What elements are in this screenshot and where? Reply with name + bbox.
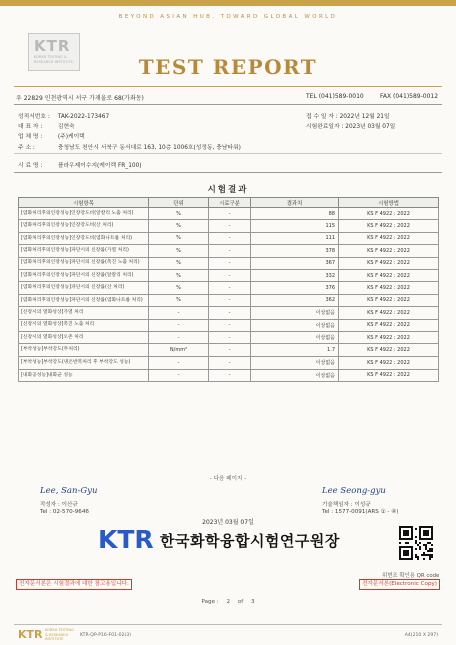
table-cell-method: KS F 4922 : 2022 — [339, 232, 439, 244]
table-cell-sample: - — [209, 282, 251, 294]
meta-sample-value: 플라우제이수지(케이랙 FR_100) — [57, 163, 142, 169]
table-cell-result: 378 — [251, 245, 339, 257]
table-cell-method: KS F 4922 : 2022 — [339, 307, 439, 319]
table-cell-method: KS F 4922 : 2022 — [339, 257, 439, 269]
table-cell-item: [염화처리후의인장성능]인장강도비(염화나트륨 처리) — [19, 232, 149, 244]
slogan: BEYOND ASIAN HUB, TOWARD GLOBAL WORLD — [118, 14, 338, 20]
table-cell-sample: - — [209, 307, 251, 319]
footer-logo-subtitle: KOREA TESTING & RESEARCH INSTITUTE — [45, 628, 74, 642]
logo-subtitle: KOREA TESTING & RESEARCH INSTITUTE — [34, 55, 74, 64]
address-divider — [14, 104, 442, 105]
page-of: of — [237, 599, 244, 605]
header-fax: FAX (041)589-0012 — [380, 93, 439, 100]
table-cell-method: KS F 4922 : 2022 — [339, 294, 439, 306]
tech-manager-signature: Lee Seong-gyu — [322, 486, 386, 496]
table-cell-sample: - — [209, 319, 251, 331]
table-row — [19, 245, 439, 257]
meta-company — [18, 131, 85, 140]
table-cell-unit: % — [149, 269, 209, 281]
qr-code-label: 위변조 확인용 QR code — [382, 573, 440, 579]
table-cell-result: 367 — [251, 257, 339, 269]
results-header-row — [19, 198, 439, 208]
electronic-copy-notice: 전자문서본(Electronic Copy) — [359, 579, 440, 590]
table-cell-method: KS F 4922 : 2022 — [339, 245, 439, 257]
table-cell-item: [부착성능]부착강도(무처리) — [19, 344, 149, 356]
table-row — [19, 294, 439, 306]
table-cell-unit: % — [149, 220, 209, 232]
table-cell-item: [염화처리후의인장성능]파단시의 신장률(가열 처리) — [19, 245, 149, 257]
table-cell-item: [부착성능]부착강도(냉온반복처리 후 부착강도 성능) — [19, 356, 149, 369]
meta-received — [306, 111, 390, 120]
meta-completed-value: 2023년 03월 07일 — [345, 124, 396, 130]
table-row — [19, 307, 439, 319]
meta-report-no-value: TAK-2022-173467 — [57, 114, 110, 120]
table-cell-sample: - — [209, 356, 251, 369]
meta-sample — [18, 160, 142, 169]
institute-logo: KTR — [98, 525, 154, 554]
table-cell-method: KS F 4922 : 2022 — [339, 369, 439, 381]
meta-address — [18, 142, 241, 151]
report-title: TEST REPORT — [138, 55, 318, 79]
page-current: 2 — [226, 599, 231, 605]
col-header-unit: 단위 — [149, 198, 209, 208]
table-cell-unit: - — [149, 331, 209, 343]
footer-divider — [14, 624, 442, 625]
meta-address-label: 주 소 : — [18, 145, 35, 151]
meta-completed — [306, 121, 395, 130]
results-table — [18, 197, 439, 382]
table-cell-sample: - — [209, 269, 251, 281]
table-row — [19, 319, 439, 331]
table-cell-result: 88 — [251, 208, 339, 220]
table-cell-method: KS F 4922 : 2022 — [339, 356, 439, 369]
table-cell-sample: - — [209, 220, 251, 232]
top-gold-band — [0, 0, 456, 6]
table-cell-unit: % — [149, 245, 209, 257]
table-cell-item: [신장시의 열화성상]오존 처리 — [19, 331, 149, 343]
table-cell-unit: % — [149, 232, 209, 244]
meta-representative — [18, 121, 75, 130]
meta-received-value: 2022년 12월 21일 — [339, 114, 390, 120]
issue-date: 2023년 03월 07일 — [202, 519, 254, 526]
results-section-title: 시험결과 — [207, 185, 249, 195]
meta-rep-label: 대 표 자 : — [18, 124, 43, 130]
table-cell-result: 332 — [251, 269, 339, 281]
verification-qr-code-icon[interactable] — [399, 526, 433, 560]
next-page-note: - 다음 페이지 - — [209, 476, 247, 482]
table-cell-item: [염화처리후의인장성능]파단시의 신장률(염화나트륨 처리) — [19, 294, 149, 306]
meta-company-label: 업 체 명 : — [18, 134, 43, 140]
table-cell-method: KS F 4922 : 2022 — [339, 208, 439, 220]
table-cell-method: KS F 4922 : 2022 — [339, 331, 439, 343]
table-cell-item: [내화공성능]내화균 성능 — [19, 369, 149, 381]
table-cell-item: [염화처리후의인장성능]파단시의 신장률(알칼리 처리) — [19, 269, 149, 281]
tech-manager-tel: Tel : 1577-0091(ARS ① - ④) — [322, 509, 399, 515]
meta-rep-value: 김현숙 — [57, 124, 75, 130]
institute-name: 한국화학융합시험연구원장 — [160, 532, 340, 550]
author-role: 작성자 : 이산규 — [40, 502, 78, 508]
table-cell-method: KS F 4922 : 2022 — [339, 269, 439, 281]
table-row — [19, 369, 439, 381]
footer-logo: KTR — [18, 628, 43, 641]
table-cell-item: [염화처리후의인장성능]인장강도비(알칼리 노출 처리) — [19, 208, 149, 220]
table-cell-sample: - — [209, 294, 251, 306]
table-cell-item: [염화처리후의인장성능]인장강도비(산 처리) — [19, 220, 149, 232]
table-cell-item: [염화처리후의인장성능]파단시의 신장률(산 처리) — [19, 282, 149, 294]
table-cell-sample: - — [209, 344, 251, 356]
author-signature: Lee, San-Gyu — [40, 486, 98, 496]
table-cell-result: 이상없음 — [251, 331, 339, 343]
table-cell-unit: % — [149, 208, 209, 220]
table-cell-unit: - — [149, 356, 209, 369]
table-cell-item: [염화처리후의인장성능]파단시의 신장률(촉진 노출 처리) — [19, 257, 149, 269]
table-cell-item: [신장시의 열화성상]가열 처리 — [19, 307, 149, 319]
table-cell-sample: - — [209, 208, 251, 220]
page-label: Page : — [201, 599, 219, 605]
table-cell-sample: - — [209, 245, 251, 257]
table-cell-result: 362 — [251, 294, 339, 306]
header-tel: TEL (041)589-0010 — [306, 93, 364, 100]
table-cell-result: 111 — [251, 232, 339, 244]
form-code: KTR-QP-P16-F01-02(3) — [80, 633, 132, 638]
col-header-sample: 시료구분 — [209, 198, 251, 208]
page-number — [0, 599, 456, 605]
meta-completed-label: 시험완료일자 : — [306, 124, 344, 130]
table-cell-method: KS F 4922 : 2022 — [339, 319, 439, 331]
table-cell-result: 1.7 — [251, 344, 339, 356]
logo-text: KTR — [34, 37, 71, 55]
table-cell-unit: % — [149, 282, 209, 294]
table-cell-sample: - — [209, 331, 251, 343]
table-cell-result: 이상없음 — [251, 307, 339, 319]
table-cell-sample: - — [209, 369, 251, 381]
col-header-item: 시험항목 — [19, 198, 149, 208]
table-row — [19, 356, 439, 369]
table-cell-sample: - — [209, 257, 251, 269]
table-row — [19, 257, 439, 269]
meta-sample-label: 시 료 명 : — [18, 163, 43, 169]
table-row — [19, 344, 439, 356]
title-divider — [14, 86, 442, 87]
table-row — [19, 220, 439, 232]
meta-report-no — [18, 111, 109, 120]
table-cell-result: 115 — [251, 220, 339, 232]
table-cell-method: KS F 4922 : 2022 — [339, 220, 439, 232]
paper-size: A4(210 X 297) — [404, 633, 438, 638]
sample-divider — [14, 172, 442, 173]
table-cell-item: [신장시의 열화성상]촉진 노출 처리 — [19, 319, 149, 331]
tech-manager-role: 기술책임자 : 이성규 — [322, 502, 371, 508]
table-row — [19, 331, 439, 343]
meta-address-value: 충청남도 천안시 서북구 동서대로 163, 10층 1006호(성정동, 충남타워) — [57, 145, 241, 151]
table-cell-result: 이상없음 — [251, 356, 339, 369]
meta-divider — [14, 153, 442, 154]
meta-company-value: (주)케이택 — [57, 134, 85, 140]
meta-received-label: 접 수 일 자 : — [306, 114, 338, 120]
table-cell-result: 376 — [251, 282, 339, 294]
table-cell-result: 이상없음 — [251, 369, 339, 381]
table-cell-sample: - — [209, 232, 251, 244]
table-cell-unit: % — [149, 294, 209, 306]
table-cell-unit: N/mm² — [149, 344, 209, 356]
table-row — [19, 269, 439, 281]
header-address: 우 22829 인천광역시 서구 가재울로 68(가좌동) — [16, 95, 144, 102]
table-cell-unit: - — [149, 319, 209, 331]
table-cell-method: KS F 4922 : 2022 — [339, 344, 439, 356]
table-row — [19, 282, 439, 294]
reference-notice: 전자문서본은 시험결과에 대한 참고용입니다. — [16, 579, 132, 590]
table-cell-unit: - — [149, 307, 209, 319]
table-cell-method: KS F 4922 : 2022 — [339, 282, 439, 294]
table-row — [19, 208, 439, 220]
table-cell-result: 이상없음 — [251, 319, 339, 331]
author-tel: Tel : 02-570-9646 — [40, 509, 89, 515]
table-cell-unit: % — [149, 257, 209, 269]
col-header-result: 결과치 — [251, 198, 339, 208]
page-total: 3 — [250, 599, 255, 605]
col-header-method: 시험방법 — [339, 198, 439, 208]
table-cell-unit: - — [149, 369, 209, 381]
table-row — [19, 232, 439, 244]
meta-report-no-label: 성적서번호 : — [18, 114, 50, 120]
